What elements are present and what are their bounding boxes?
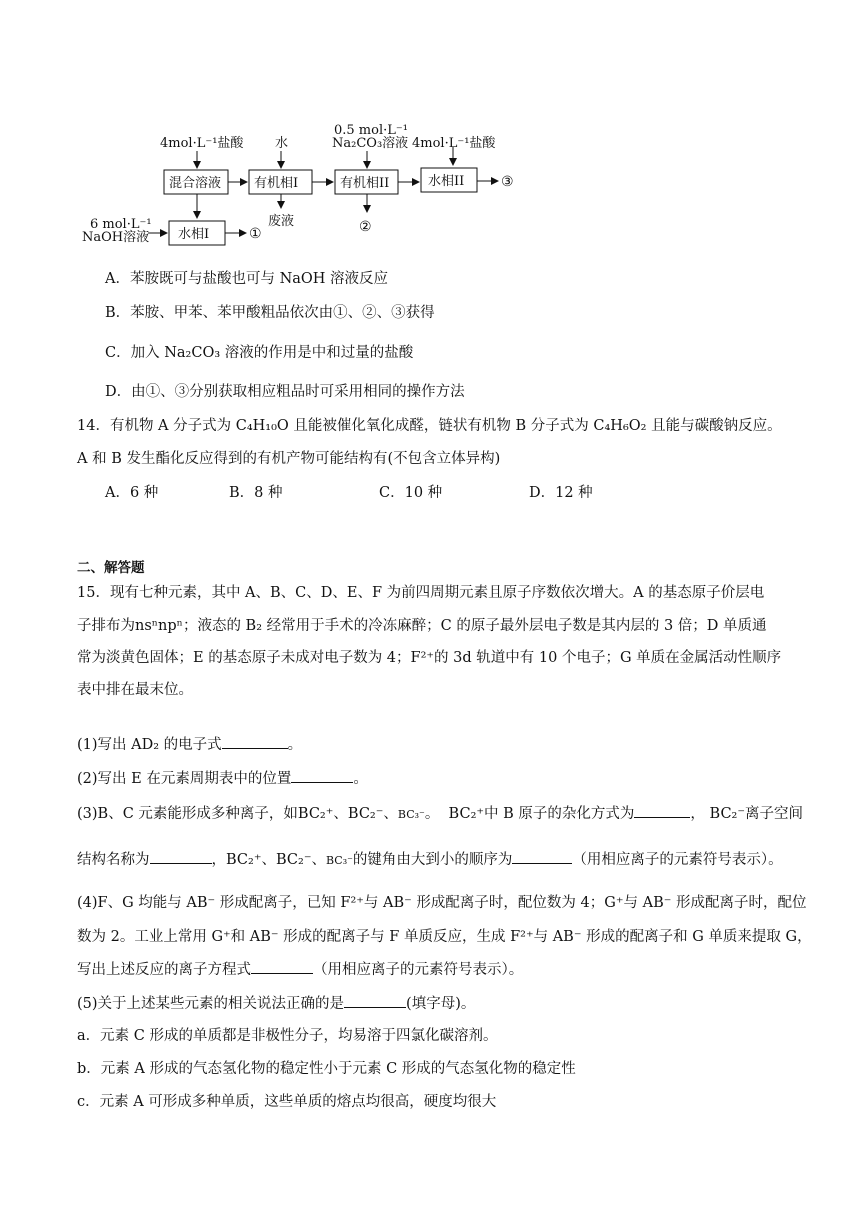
q13-option-a: A．苯胺既可与盐酸也可与 NaOH 溶液反应 — [105, 271, 389, 287]
reagent-na2co3: Na₂CO₃溶液 — [332, 136, 409, 151]
q15-part4-line2: 数为 2。工业上常用 G⁺和 AB⁻ 形成的配离子与 F 单质反应，生成 F²⁺与 AB⁻ 形成的配离子和 G 单质来提取 G， — [77, 929, 812, 945]
answer-blank[interactable] — [251, 959, 313, 974]
svg-text:有机相II: 有机相II — [340, 176, 390, 191]
answer-blank[interactable] — [634, 803, 690, 818]
q13-option-b: B．苯胺、甲苯、苯甲酸粗品依次由①、②、③获得 — [105, 305, 435, 321]
answer-blank[interactable] — [344, 993, 406, 1008]
output-3: ③ — [501, 174, 514, 190]
q15-part2: (2)写出 E 在元素周期表中的位置 。 — [77, 768, 368, 789]
svg-text:有机相I: 有机相I — [254, 176, 299, 191]
q15-choice-b: b．元素 A 形成的气态氢化物的稳定性小于元素 C 形成的气态氢化物的稳定性 — [77, 1061, 576, 1077]
q14-stem-line1: 14．有机物 A 分子式为 C₄H₁₀O 且能被催化氧化成醛，链状有机物 B 分子式为 C₄H₆O₂ 且能与碳酸钠反应。 — [77, 418, 782, 434]
svg-text:水相I: 水相I — [178, 227, 210, 242]
q15-part3-line1: (3)B、C 元素能形成多种离子，如BC₂⁺、BC₂⁻、BC₃⁻。 BC₂⁺中 B 原子的杂化方式为 ， BC₂⁻离子空间 — [77, 803, 803, 825]
answer-blank[interactable] — [222, 734, 288, 749]
q15-stem-line2: 子排布为nsⁿnpⁿ；液态的 B₂ 经常用于手术的冷冻麻醉；C 的原子最外层电子数是其内层的 3 倍；D 单质通 — [77, 618, 767, 634]
q14-option-c: C．10 种 — [379, 485, 443, 501]
svg-text:水相II: 水相II — [428, 174, 465, 189]
reagent-hcl-2: 4mol·L⁻¹盐酸 — [412, 136, 496, 151]
q14-option-a: A．6 种 — [105, 485, 159, 501]
answer-blank[interactable] — [512, 849, 572, 864]
reagent-naoh: NaOH溶液 — [82, 230, 150, 245]
q14-stem-line2: A 和 B 发生酯化反应得到的有机产物可能结构有(不包含立体异构) — [77, 451, 501, 467]
q15-stem-line3: 常为淡黄色固体；E 的基态原子未成对电子数为 4；F²⁺的 3d 轨道中有 10 个电子；G 单质在金属活动性顺序 — [77, 650, 782, 666]
separation-flow-diagram — [80, 115, 540, 255]
answer-blank[interactable] — [291, 768, 353, 783]
q15-part5: (5)关于上述某些元素的相关说法正确的是 (填字母)。 — [77, 993, 475, 1014]
waste-liquid: 废液 — [268, 214, 295, 229]
q15-part3-line2: 结构名称为 ，BC₂⁺、BC₂⁻、BC₃⁻的键角由大到小的顺序为 （用相应离子的元素符号表示）。 — [77, 849, 783, 871]
reagent-water: 水 — [275, 136, 289, 151]
reagent-naoh-conc: 6 mol·L⁻¹ — [90, 217, 152, 232]
q15-part4-line3: 写出上述反应的离子方程式 （用相应离子的元素符号表示）。 — [77, 959, 523, 980]
q15-choice-c: c．元素 A 可形成多种单质，这些单质的熔点均很高，硬度均很大 — [77, 1094, 497, 1110]
answer-blank[interactable] — [150, 849, 212, 864]
q14-option-d: D．12 种 — [529, 485, 593, 501]
svg-text:混合溶液: 混合溶液 — [169, 176, 222, 191]
q13-option-c: C．加入 Na₂CO₃ 溶液的作用是中和过量的盐酸 — [105, 345, 414, 361]
q15-stem-line1: 15．现有七种元素，其中 A、B、C、D、E、F 为前四周期元素且原子序数依次增大。A 的基态原子价层电 — [77, 585, 765, 601]
q13-option-d: D．由①、③分别获取相应粗品时可采用相同的操作方法 — [105, 384, 465, 400]
output-1: ① — [249, 226, 262, 242]
q15-part1: (1)写出 AD₂ 的电子式 。 — [77, 734, 302, 755]
reagent-hcl-1: 4mol·L⁻¹盐酸 — [160, 136, 244, 151]
section-heading: 二、解答题 — [77, 560, 145, 576]
q14-options — [105, 483, 593, 503]
q15-part4-line1: (4)F、G 均能与 AB⁻ 形成配离子，已知 F²⁺与 AB⁻ 形成配离子时，配位数为 4；G⁺与 AB⁻ 形成配离子时，配位 — [77, 895, 807, 911]
q15-choice-a: a．元素 C 形成的单质都是非极性分子，均易溶于四氯化碳溶剂。 — [77, 1028, 498, 1044]
output-2: ② — [359, 219, 372, 235]
q14-option-b: B．8 种 — [229, 485, 283, 501]
q15-stem-line4: 表中排在最末位。 — [77, 682, 193, 698]
reagent-na2co3-conc: 0.5 mol·L⁻¹ — [334, 123, 408, 138]
